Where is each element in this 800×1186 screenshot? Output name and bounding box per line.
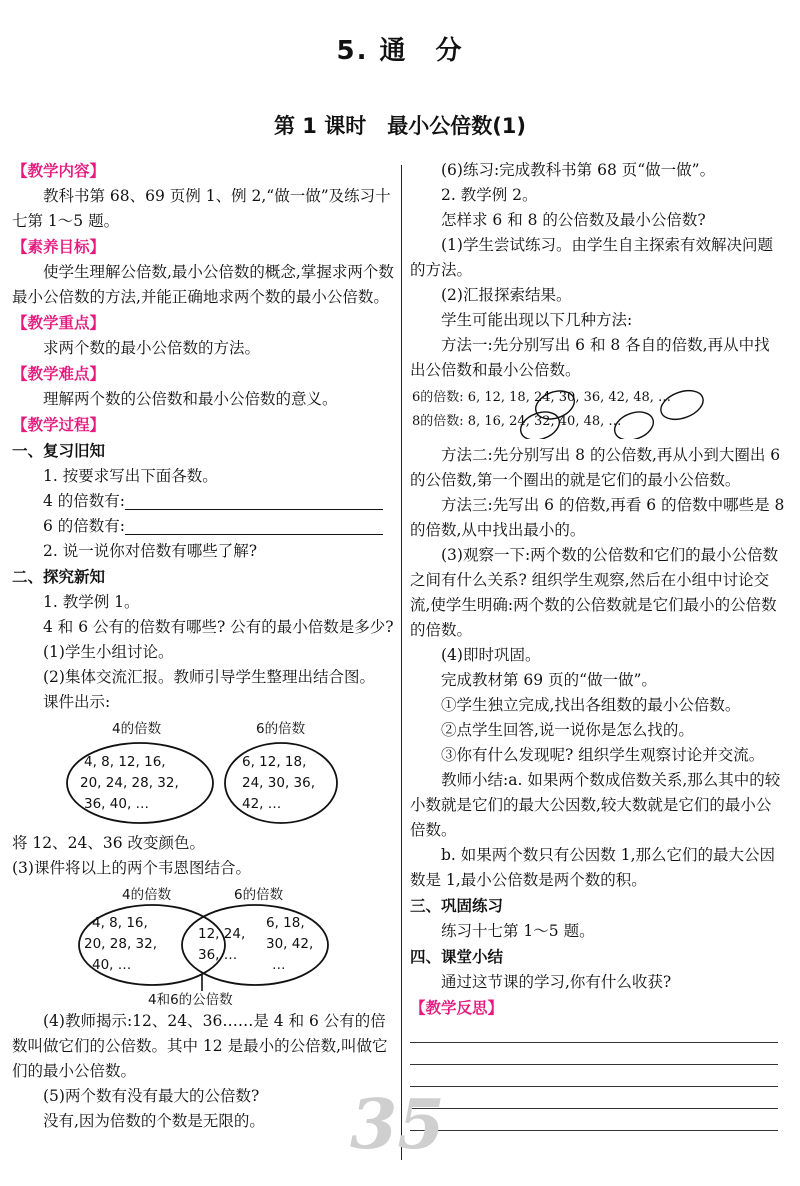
reflection-line <box>410 1086 778 1087</box>
recap-text: 通过这节课的学习,你有什么收获? <box>441 973 672 991</box>
circle-48-in-6 <box>657 387 707 425</box>
venn1-set6-line2: 24, 30, 36, <box>242 775 315 791</box>
multiples-of-6-row <box>12 514 394 539</box>
example-2-heading: 2. 教学例 2。 <box>441 186 538 204</box>
venn2-mid-line1: 12, 24, <box>198 926 246 942</box>
example-2-question: 怎样求 6 和 8 的公倍数及最小公倍数? <box>441 211 706 229</box>
page-number: 35 <box>350 1085 445 1165</box>
method-1: 方法一:先分别写出 6 和 8 各自的倍数,再从中找出公倍数和最小公倍数。 <box>410 336 770 379</box>
row8-v6: … <box>608 414 622 429</box>
circle-24-in-8 <box>517 407 563 439</box>
multiples-of-6-blank <box>125 516 383 535</box>
step-5: (5)两个数有没有最大的公倍数? <box>43 1087 260 1105</box>
circle-48-in-8 <box>611 407 657 439</box>
row6-v6: 42 <box>608 390 625 405</box>
reflection-line <box>410 1130 778 1131</box>
row6-v2: 18 <box>509 390 526 405</box>
r-step-2: (2)汇报探索结果。 <box>441 286 572 304</box>
lesson-title: 第 1 课时 最小公倍数(1) <box>273 114 527 138</box>
review-item-1: 1. 按要求写出下面各数。 <box>43 467 218 485</box>
venn-diagram-separate <box>12 717 392 829</box>
multiples-of-4-label: 4 的倍数有: <box>43 492 126 510</box>
row8-v2: 24 <box>509 414 526 429</box>
right-column <box>410 158 785 1131</box>
row8-label: 8的倍数: <box>412 414 464 429</box>
key-points-text: 求两个数的最小公倍数的方法。 <box>43 339 261 357</box>
venn2-left-line3: 40, … <box>92 957 132 973</box>
recolor-note: 将 12、24、36 改变颜色。 <box>12 834 206 852</box>
venn2-common-label: 4和6的公倍数 <box>148 992 233 1007</box>
difficulties-text: 理解两个数的公倍数和最小公倍数的意义。 <box>43 390 338 408</box>
row6-v8: … <box>658 390 672 405</box>
reflection-line <box>410 1064 778 1065</box>
multiples-listing <box>412 387 785 439</box>
example-1-question: 4 和 6 公有的倍数有哪些? 公有的最小倍数是多少? <box>43 618 394 636</box>
reflection-line <box>410 1108 778 1109</box>
row8-v5: 48 <box>583 414 601 429</box>
venn1-set4-line2: 20, 24, 28, 32, <box>80 775 179 791</box>
circle-24-in-6 <box>532 387 578 424</box>
venn1-set6-line1: 6, 12, 18, <box>242 754 307 770</box>
venn1-set4-line1: 4, 8, 12, 16, <box>84 754 166 770</box>
venn1-label-4: 4的倍数 <box>112 721 162 737</box>
venn2-label-4: 4的倍数 <box>122 887 172 903</box>
tag-reflection: 【教学反思】 <box>410 999 504 1017</box>
row8-v1: 16 <box>484 414 501 429</box>
venn1-set6-line3: 42, … <box>242 796 282 812</box>
venn2-left-line2: 20, 28, 32, <box>84 936 157 952</box>
row6-v5: 36 <box>583 390 601 405</box>
multiples-of-8-list: 8的倍数: 8, 16, 24, 32, 40, 48, … <box>412 414 622 429</box>
venn2-label-6: 6的倍数 <box>234 887 284 903</box>
row8-v0: 8 <box>467 414 477 429</box>
row6-v7: 48 <box>633 390 650 405</box>
teaching-content-text: 教科书第 68、69 页例 1、例 2,“做一做”及练习十七第 1～5 题。 <box>12 187 391 230</box>
row6-label: 6的倍数: <box>412 390 464 405</box>
row6-v4: 30 <box>558 390 576 405</box>
row6-v3: 24 <box>533 390 551 405</box>
venn-diagram-combined <box>12 883 392 1007</box>
tag-difficulties: 【教学难点】 <box>12 365 106 383</box>
r-step-1: (1)学生尝试练习。由学生自主探索有效解决问题的方法。 <box>410 236 773 279</box>
review-item-2: 2. 说一说你对倍数有哪些了解? <box>43 542 258 560</box>
venn1-set4-line3: 36, 40, … <box>84 796 150 812</box>
methods-intro: 学生可能出现以下几种方法: <box>441 311 633 329</box>
consolidate-3: ③你有什么发现呢? 组织学生观察讨论并交流。 <box>441 746 765 764</box>
multiples-of-6-list: 6的倍数: 6, 12, 18, 24, 30, 36, 42, 48, … <box>412 390 672 405</box>
tag-teaching-content: 【教学内容】 <box>12 162 106 180</box>
venn2-right-line2: 30, 42, <box>266 936 314 952</box>
literacy-goals-text: 使学生理解公倍数,最小公倍数的概念,掌握求两个数最小公倍数的方法,并能正确地求两个数的最小公倍数。 <box>12 263 394 306</box>
summary-a: 教师小结:a. 如果两个数成倍数关系,那么其中的较小数就是它们的最大公因数,较大数就是它们的最小公倍数。 <box>410 771 781 839</box>
venn2-left-line1: 4, 8, 16, <box>92 915 148 931</box>
step-5-answer: 没有,因为倍数的个数是无限的。 <box>43 1112 265 1130</box>
tag-literacy-goals: 【素养目标】 <box>12 238 106 256</box>
r-step-4: (4)即时巩固。 <box>441 646 541 664</box>
venn2-right-line3: … <box>272 957 286 973</box>
row8-v4: 40 <box>558 414 576 429</box>
r-step-3: (3)观察一下:两个数的公倍数和它们的最小公倍数之间有什么关系? 组织学生观察,然后在小组中讨论交流,使学生明确:两个数的公倍数就是它们最小的公倍数的倍数。 <box>410 546 779 639</box>
section-practice: 三、巩固练习 <box>410 897 504 915</box>
tag-teaching-process: 【教学过程】 <box>12 416 106 434</box>
courseware-label: 课件出示: <box>43 693 111 711</box>
step-2: (2)集体交流汇报。教师引导学生整理出结合图。 <box>43 668 375 686</box>
reflection-line <box>410 1042 778 1043</box>
step-3: (3)课件将以上的两个韦恩图结合。 <box>12 859 251 877</box>
method-3: 方法三:先写出 6 的倍数,再看 6 的倍数中哪些是 8 的倍数,从中找出最小的。 <box>410 496 785 539</box>
venn2-right-line1: 6, 18, <box>266 915 305 931</box>
practice-text: 练习十七第 1～5 题。 <box>441 922 595 940</box>
r-step-4-task: 完成教材第 69 页的“做一做”。 <box>441 671 657 689</box>
row8-v3: 32 <box>533 414 551 429</box>
step-1: (1)学生小组讨论。 <box>43 643 174 661</box>
method-2: 方法二:先分别写出 8 的公倍数,再从小到大圈出 6 的公倍数,第一个圈出的就是它们的最小公倍数。 <box>410 446 781 489</box>
consolidate-1: ①学生独立完成,找出各组数的最小公倍数。 <box>441 696 741 714</box>
tag-key-points: 【教学重点】 <box>12 314 106 332</box>
left-column <box>12 158 394 1134</box>
row6-v1: 12 <box>484 390 501 405</box>
multiples-of-4-blank <box>125 491 383 510</box>
multiples-of-4-row <box>12 489 394 514</box>
venn1-label-6: 6的倍数 <box>256 721 306 737</box>
section-review: 一、复习旧知 <box>12 442 106 460</box>
venn2-mid-line2: 36, … <box>198 947 238 963</box>
multiples-of-6-label: 6 的倍数有: <box>43 517 126 535</box>
summary-b: b. 如果两个数只有公因数 1,那么它们的最大公因数是 1,最小公倍数是两个数的积。 <box>410 846 775 889</box>
column-divider <box>401 165 402 1160</box>
section-explore: 二、探究新知 <box>12 568 106 586</box>
circle-marks <box>412 387 742 439</box>
row6-v0: 6 <box>467 390 477 405</box>
section-recap: 四、课堂小结 <box>410 948 504 966</box>
chapter-title: 5. 通 分 <box>336 36 464 66</box>
consolidate-2: ②点学生回答,说一说你是怎么找的。 <box>441 721 694 739</box>
step-4: (4)教师揭示:12、24、36……是 4 和 6 公有的倍数叫做它们的公倍数。其中 12 是最小的公倍数,叫做它们的最小公倍数。 <box>12 1012 388 1080</box>
example-1-heading: 1. 教学例 1。 <box>43 593 140 611</box>
step-6: (6)练习:完成教科书第 68 页“做一做”。 <box>441 161 716 179</box>
